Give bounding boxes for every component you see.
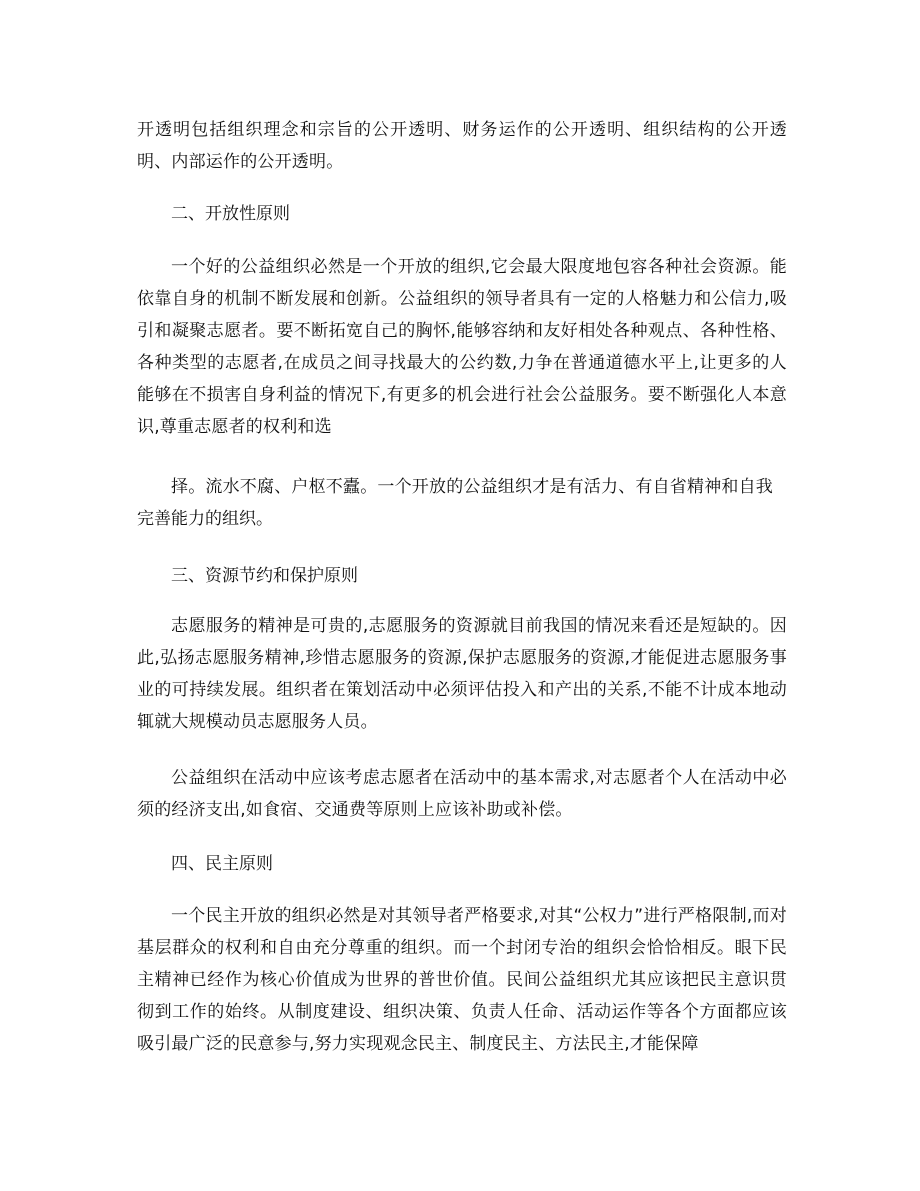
paragraph-resource-conservation: 志愿服务的精神是可贵的,志愿服务的资源就目前我国的情况来看还是短缺的。因此,弘扬志愿服务精神,珍惜志愿服务的资源,保护志愿服务的资源,才能促进志愿服务事业的可持续发展。组织者在策划活动中必须评估投入和产出的关系,不能不计成本地动辄就大规模动员志愿服务人员。 — [137, 616, 787, 732]
paragraph-democracy: 一个民主开放的组织必然是对其领导者严格要求,对其“公权力”进行严格限制,而对基层群众的权利和自由充分尊重的组织。而一个封闭专治的组织会恰恰相反。眼下民主精神已经作为核心价值成为世界的普世价值。民间公益组织尤其应该把民主意识贯彻到工作的始终。从制度建设、组织决策、负责人任命、活动运作等各个方面都应该吸引最广泛的民意参与,努力实现观念民主、制度民主、方法民主,才能保障 — [137, 906, 787, 1054]
paragraph-volunteer-needs: 公益组织在活动中应该考虑志愿者在活动中的基本需求,对志愿者个人在活动中必须的经济支出,如食宿、交通费等原则上应该补助或补偿。 — [137, 768, 787, 820]
paragraph-openness-continued-line2: 完善能力的组织。 — [137, 509, 273, 529]
paragraph-openness-continued-line1: 择。流水不腐、户枢不蠹。一个开放的公益组织才是有活力、有自省精神和自我 — [171, 477, 773, 497]
paragraph-transparency-end: 开透明包括组织理念和宗旨的公开透明、财务运作的公开透明、组织结构的公开透明、内部运作的公开透明。 — [137, 120, 787, 172]
heading-openness-principle: 二、开放性原则 — [171, 204, 290, 224]
paragraph-openness: 一个好的公益组织必然是一个开放的组织,它会最大限度地包容各种社会资源。能依靠自身的机制不断发展和创新。公益组织的领导者具有一定的人格魅力和公信力,吸引和凝聚志愿者。要不断拓宽自己的胸怀,能够容纳和友好相处各种观点、各种性格、各种类型的志愿者,在成员之间寻找最大的公约数,力争在普通道德水平上,让更多的人能够在不损害自身利益的情况下,有更多的机会进行社会公益服务。要不断强化人本意识,尊重志愿者的权利和选 — [137, 257, 787, 437]
heading-resource-conservation-principle: 三、资源节约和保护原则 — [171, 566, 358, 586]
heading-democracy-principle: 四、民主原则 — [171, 854, 273, 874]
